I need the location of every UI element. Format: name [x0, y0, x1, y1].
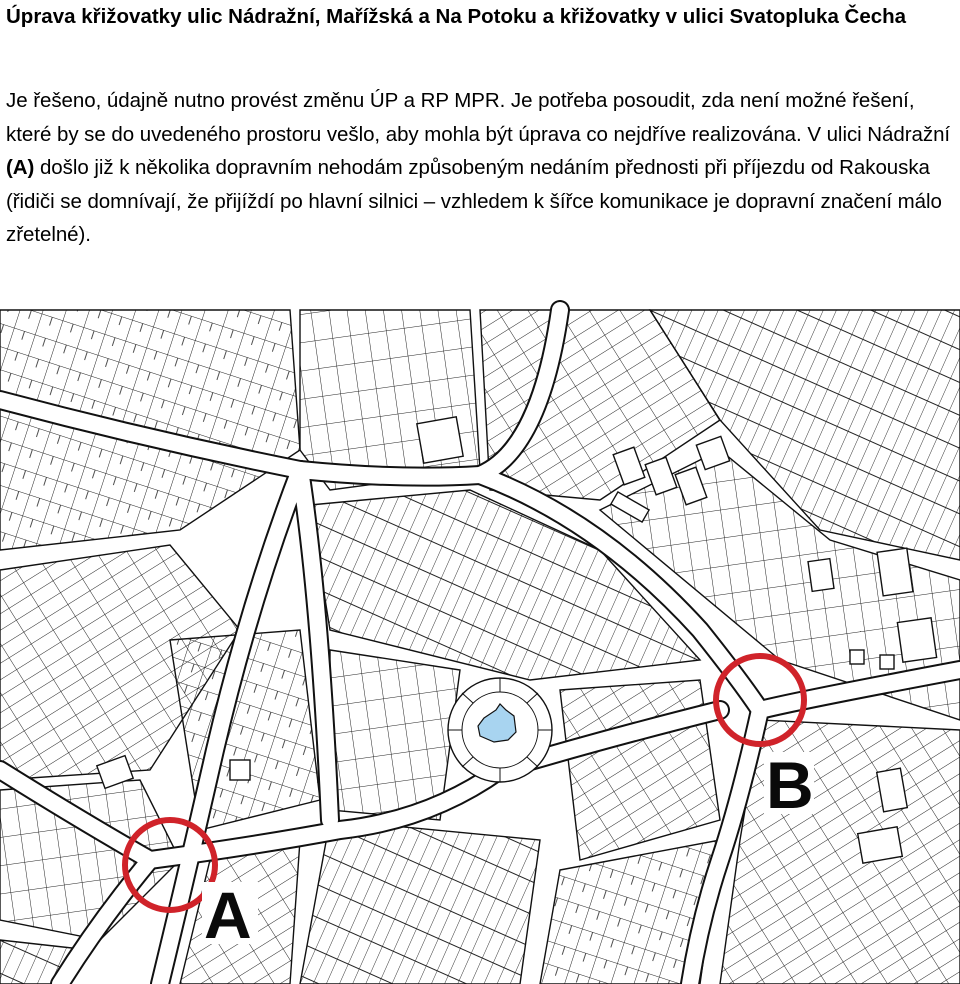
page-title: Úprava křižovatky ulic Nádražní, Mařížská a Na Potoku a křižovatky v ulici Svatopluka Čecha — [6, 5, 907, 28]
church-square — [448, 678, 552, 782]
marker-label-b: B — [766, 748, 814, 822]
paragraph-marker-a: (A) — [6, 156, 35, 180]
paragraph-text-start: Je řešeno, údajně nutno provést změnu ÚP a RP MPR. Je potřeba posoudit, zda není možné řešení, které by se do uvedeného prostoru vešlo, aby mohla být úprava co nejdříve realizována. V ulici Nádražní — [6, 89, 951, 146]
cadastral-map — [0, 300, 960, 984]
marker-label-a: A — [204, 878, 252, 952]
body-paragraph — [6, 84, 951, 252]
paragraph-text-end: došlo již k několika dopravním nehodám způsobeným nedáním přednosti při příjezdu od Rakouska (řidiči se domnívají, že přijíždí po hlavní silnici – vzhledem k šířce komunikace je dopravní značení málo zřetelné). — [6, 156, 942, 247]
